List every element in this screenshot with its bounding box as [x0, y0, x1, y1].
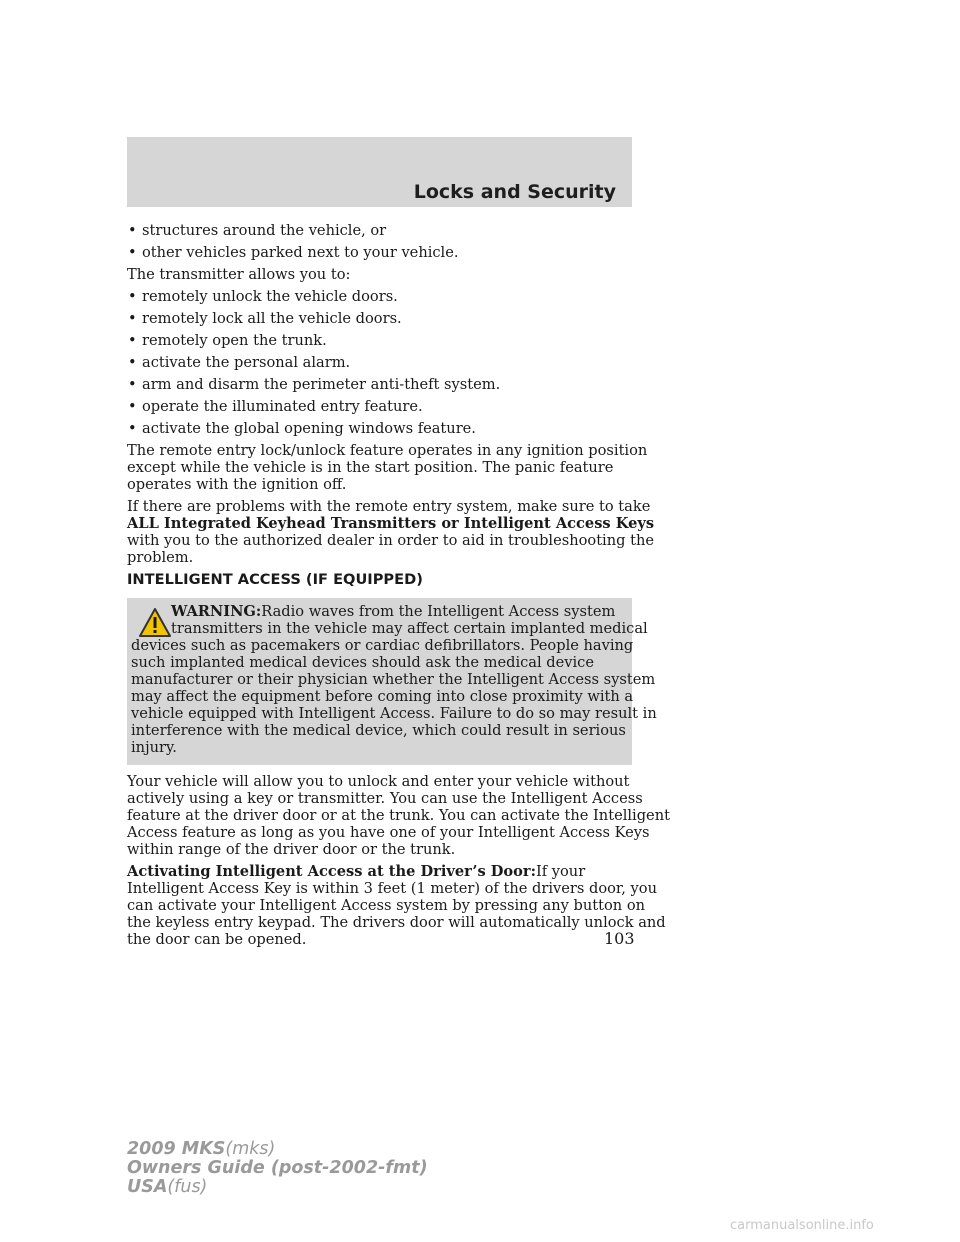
- footer-guide: Owners Guide (post-2002-fmt): [127, 1158, 428, 1178]
- watermark: carmanualsonline.info: [730, 1218, 874, 1233]
- warning-text: Radio waves from the Intelligent Access system: [261, 603, 616, 620]
- warning-box: [127, 598, 657, 765]
- list-item: • operate the illuminated entry feature.: [127, 398, 632, 415]
- text-line: Access feature as long as you have one of your Intelligent Access Keys: [127, 824, 650, 841]
- footer-market-code: (fus): [167, 1177, 208, 1197]
- text-line: If there are problems with the remote entry system, make sure to take: [127, 498, 651, 515]
- activating-heading: Activating Intelligent Access at the Driver’s Door:: [127, 863, 536, 880]
- text-line: with you to the authorized dealer in order to aid in troubleshooting the: [127, 532, 655, 549]
- section-heading: INTELLIGENT ACCESS (IF EQUIPPED): [127, 571, 423, 588]
- warning-line: devices such as pacemakers or cardiac defibrillators. People having: [131, 637, 634, 654]
- list-item: • remotely unlock the vehicle doors.: [127, 288, 632, 305]
- warning-line: may affect the equipment before coming into close proximity with a: [131, 688, 634, 705]
- text-line: The remote entry lock/unlock feature operates in any ignition position: [127, 442, 648, 459]
- footer-model-code: (mks): [225, 1139, 276, 1159]
- problems-paragraph: [127, 498, 655, 566]
- list-item: • remotely open the trunk.: [127, 332, 632, 349]
- section-header-band: [127, 137, 632, 207]
- list-item: • structures around the vehicle, or: [127, 222, 632, 239]
- text-line: [127, 863, 632, 880]
- text-line: the keyless entry keypad. The drivers door will automatically unlock and: [127, 914, 666, 931]
- remote-entry-paragraph: [127, 442, 648, 493]
- list-item: • other vehicles parked next to your vehicle.: [127, 244, 632, 261]
- text-line: Intelligent Access Key is within 3 feet (1 meter) of the drivers door, you: [127, 880, 657, 897]
- text-line: operates with the ignition off.: [127, 476, 347, 493]
- warning-first-line: [127, 603, 632, 620]
- warning-line: manufacturer or their physician whether the Intelligent Access system: [131, 671, 656, 688]
- warning-line: injury.: [131, 739, 177, 756]
- footer-line: [127, 1140, 428, 1159]
- warning-line: interference with the medical device, which could result in serious: [131, 722, 626, 739]
- activating-paragraph: [127, 863, 666, 948]
- page-content: [127, 222, 670, 953]
- text-line: problem.: [127, 549, 194, 566]
- warning-triangle-icon: [138, 607, 172, 639]
- footer-line: [127, 1178, 428, 1197]
- warning-line: transmitters in the vehicle may affect certain implanted medical: [171, 620, 648, 637]
- list-item: • activate the global opening windows feature.: [127, 420, 632, 437]
- bold-text-line: ALL Integrated Keyhead Transmitters or Intelligent Access Keys: [127, 515, 655, 532]
- transmitter-intro: The transmitter allows you to:: [127, 266, 351, 283]
- list-item: • activate the personal alarm.: [127, 354, 632, 371]
- section-title: Locks and Security: [413, 181, 616, 203]
- footer-market: USA: [127, 1177, 168, 1197]
- intelligent-access-paragraph: [127, 773, 670, 858]
- text-line: actively using a key or transmitter. You can use the Intelligent Access: [127, 790, 643, 807]
- page-number: 103: [604, 929, 635, 948]
- text-line: feature at the driver door or at the trunk. You can activate the Intelligent: [127, 807, 670, 824]
- activating-text: If your: [535, 863, 586, 880]
- text-line: the door can be opened.: [127, 931, 307, 948]
- warning-line: vehicle equipped with Intelligent Access. Failure to do so may result in: [131, 705, 657, 722]
- footer-doc-info: [127, 1140, 428, 1197]
- text-line: Your vehicle will allow you to unlock and enter your vehicle without: [127, 773, 630, 790]
- text-line: within range of the driver door or the trunk.: [127, 841, 456, 858]
- list-item: • remotely lock all the vehicle doors.: [127, 310, 632, 327]
- warning-line: such implanted medical devices should ask the medical device: [131, 654, 594, 671]
- text-line: can activate your Intelligent Access system by pressing any button on: [127, 897, 646, 914]
- text-line: except while the vehicle is in the start position. The panic feature: [127, 459, 614, 476]
- warning-label: WARNING:: [171, 603, 262, 620]
- list-item: • arm and disarm the perimeter anti-theft system.: [127, 376, 632, 393]
- footer-model: 2009 MKS: [127, 1139, 226, 1159]
